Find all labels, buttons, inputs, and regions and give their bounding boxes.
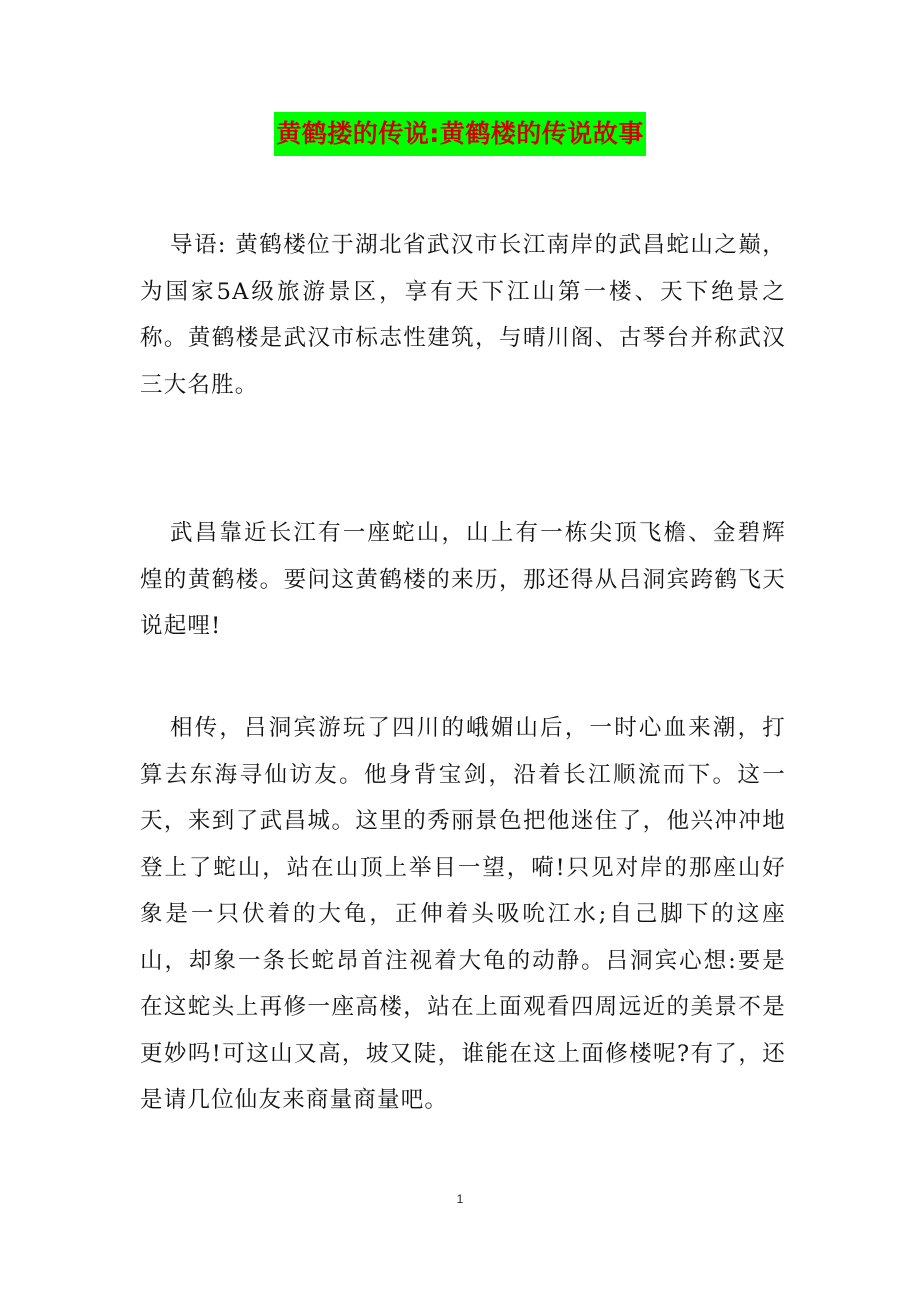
document-title: 黄鹤搂的传说:黄鹤楼的传说故事 [274, 112, 646, 156]
paragraph-snake-hill: 武昌靠近长江有一座蛇山，山上有一栋尖顶飞檐、金碧辉煌的黄鹤楼。要问这黄鹤楼的来历，那还得从吕洞宾跨鹤飞天说起哩! [140, 520, 786, 639]
title-container [0, 112, 920, 156]
paragraph-intro: 导语: 黄鹤楼位于湖北省武汉市长江南岸的武昌蛇山之巅，为国家5A级旅游景区，享有天下江山第一楼、天下绝景之称。黄鹤楼是武汉市标志性建筑，与晴川阁、古琴台并称武汉三大名胜。 [140, 232, 786, 398]
paragraph-legend: 相传，吕洞宾游玩了四川的峨媚山后，一时心血来潮，打算去东海寻仙访友。他身背宝剑，沿着长江顺流而下。这一天，来到了武昌城。这里的秀丽景色把他迷住了，他兴冲冲地登上了蛇山，站在山顶上举目一望，嗬!只见对岸的那座山好象是一只伏着的大龟，正伸着头吸吮江水;自己脚下的这座山，却象一条长蛇昂首注视着大龟的动静。吕洞宾心想:要是在这蛇头上再修一座高楼，站在上面观看四周远近的美景不是更妙吗!可这山又高，坡又陡，谁能在这上面修楼呢?有了，还是请几位仙友来商量商量吧。 [140, 715, 786, 1113]
page-number: 1 [456, 1192, 464, 1206]
